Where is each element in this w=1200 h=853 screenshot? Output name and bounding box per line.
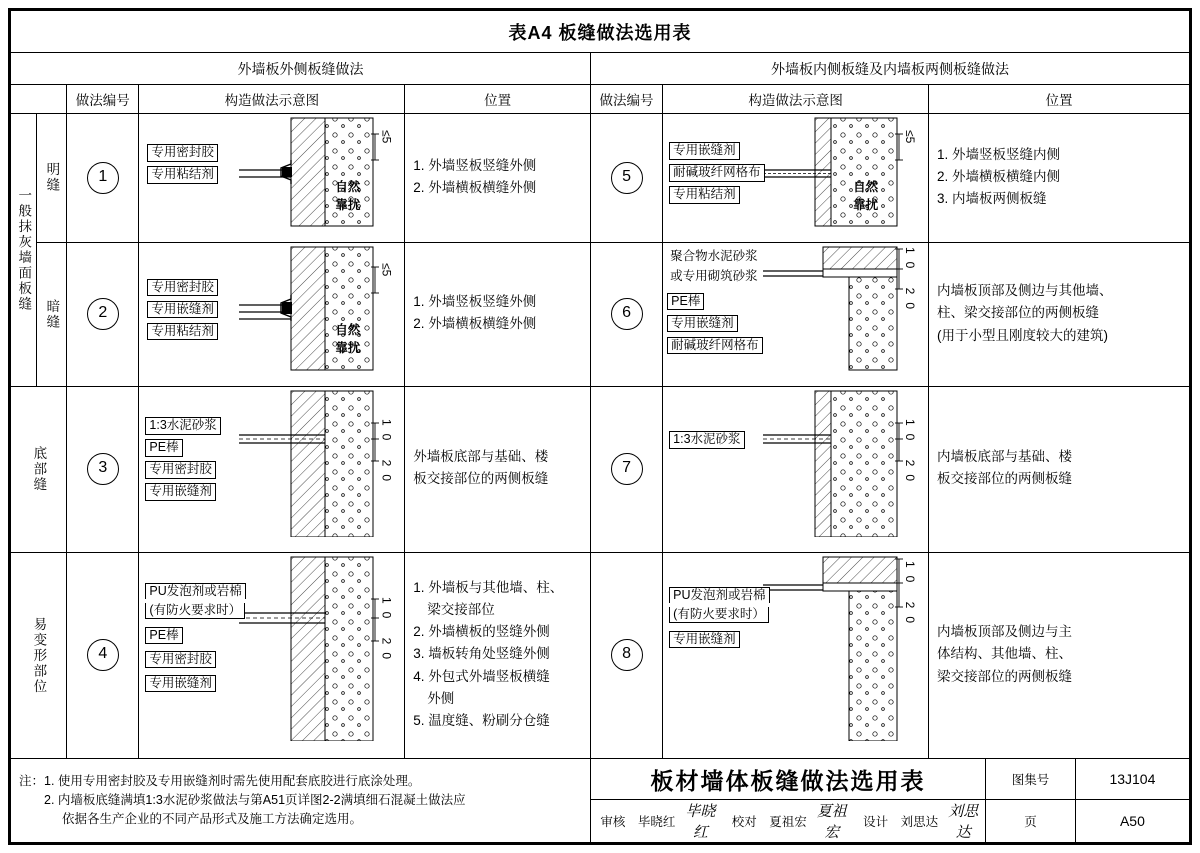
row2-position-left: 1. 外墙竖板竖缝外侧 2. 外墙横板横缝外侧 — [405, 242, 591, 387]
row2-number-left: 2 — [67, 242, 139, 387]
row3-diagram-right — [663, 387, 929, 552]
col-header-diagram-left: 构造做法示意图 — [139, 84, 405, 113]
col-header-no-right: 做法编号 — [590, 84, 662, 113]
row3-right-dim: 10 20 — [903, 419, 918, 490]
row1-left-extra-2: 靠扰 — [335, 198, 361, 213]
atlas-value: 13J104 — [1075, 759, 1189, 799]
row1-number-right: 5 — [590, 114, 662, 242]
check-name: 夏祖宏 — [769, 815, 807, 829]
review-signature: 毕晓红 — [685, 804, 716, 841]
row4-right-label-3: 专用嵌缝剂 — [669, 631, 740, 649]
notes-head: 注： — [19, 774, 45, 789]
row4-right-label-2: (有防火要求时） — [669, 607, 769, 624]
row4-left-label-4: 专用密封胶 — [145, 651, 216, 669]
page-label: 页 — [986, 800, 1076, 843]
row2-left-dim: ≤5 — [379, 262, 394, 276]
col-header-no-left: 做法编号 — [67, 84, 139, 113]
row1-left-label-1: 专用密封胶 — [147, 144, 218, 162]
footer-block — [590, 759, 1189, 843]
row-label-open-joint: 明缝 — [37, 114, 67, 242]
row4-right-dim: 10 20 — [903, 560, 918, 631]
row2-diagram-right — [663, 242, 929, 387]
footer-title: 板材墙体板缝做法选用表 — [591, 759, 986, 799]
row4-right-label-1: PU发泡剂或岩棉 — [669, 587, 769, 604]
review-label: 审核 — [600, 815, 626, 829]
row3-left-label-3: 专用密封胶 — [145, 461, 216, 479]
col-header-position-left: 位置 — [405, 84, 591, 113]
design-signature: 刘思达 — [948, 804, 979, 841]
row2-left-label-2: 专用嵌缝剂 — [147, 301, 218, 319]
notes-block — [11, 759, 591, 843]
row-label-header — [11, 84, 67, 113]
row4-left-dim: 10 20 — [379, 596, 394, 667]
row2-right-label-5: 耐碱玻纤网格布 — [667, 337, 763, 355]
row1-left-dim: ≤5 — [379, 130, 394, 144]
row3-left-label-2: PE棒 — [145, 439, 182, 457]
main-table — [10, 10, 1190, 843]
note-item-3: 依据各生产企业的不同产品形式及施工方法确定选用。 — [62, 811, 363, 826]
page-border — [8, 8, 1192, 845]
row4-number-left: 4 — [67, 552, 139, 759]
row2-left-extra-1: 自然 — [335, 322, 361, 337]
row1-right-extra-2: 靠扰 — [853, 198, 879, 213]
group-header-right: 外墙板内侧板缝及内墙板两侧板缝做法 — [590, 53, 1189, 85]
row3-position-left: 外墙板底部与基础、楼 板交接部位的两侧板缝 — [405, 387, 591, 552]
row2-number-right: 6 — [590, 242, 662, 387]
note-item-1: 1. 使用专用密封胶及专用嵌缝剂时需先使用配套底胶进行底涂处理。 — [44, 774, 421, 789]
row2-right-label-3: PE棒 — [667, 293, 704, 311]
row2-diagram-left — [139, 242, 405, 387]
row1-right-dim: ≤5 — [903, 130, 918, 144]
row2-left-label-3: 专用粘结剂 — [147, 323, 218, 341]
row4-left-label-5: 专用嵌缝剂 — [145, 675, 216, 693]
rowgroup-label-general: 一般抹灰墙面板缝 — [11, 114, 37, 387]
row4-position-left: 1. 外墙板与其他墙、柱、 梁交接部位 2. 外墙横板的竖缝外侧 3. 墙板转角处竖缝外侧 4. 外包式外墙竖板横缝 外侧 5. 温度缝、粉刷分仓缝 — [405, 552, 591, 759]
row1-left-label-2: 专用粘结剂 — [147, 166, 218, 184]
design-label: 设计 — [863, 815, 889, 829]
row2-left-label-1: 专用密封胶 — [147, 279, 218, 297]
row1-right-label-2: 耐碱玻纤网格布 — [669, 164, 765, 182]
signature-row — [591, 800, 986, 843]
row4-diagram-left — [139, 552, 405, 759]
row1-position-right: 1. 外墙竖板竖缝内侧 2. 外墙横板横缝内侧 3. 内墙板两侧板缝 — [929, 114, 1190, 242]
row1-diagram-right — [663, 114, 929, 242]
row1-diagram-left — [139, 114, 405, 242]
page-value: A50 — [1119, 813, 1145, 829]
row-label-deform-joint: 易变形部位 — [11, 552, 67, 759]
row3-position-right: 内墙板底部与基础、楼 板交接部位的两侧板缝 — [929, 387, 1190, 552]
row4-diagram-right — [663, 552, 929, 759]
row4-left-label-2: (有防火要求时） — [145, 603, 245, 620]
row1-right-label-1: 专用嵌缝剂 — [669, 142, 740, 160]
row3-left-label-1: 1:3水泥砂浆 — [145, 417, 220, 435]
row1-right-label-3: 专用粘结剂 — [669, 186, 740, 204]
row-label-hidden-joint: 暗缝 — [37, 242, 67, 387]
row4-position-right: 内墙板顶部及侧边与主 体结构、其他墙、柱、 梁交接部位的两侧板缝 — [929, 552, 1190, 759]
row4-number-right: 8 — [590, 552, 662, 759]
col-header-diagram-right: 构造做法示意图 — [663, 84, 929, 113]
row4-left-label-3: PE棒 — [145, 627, 182, 645]
note-item-2: 2. 内墙板底缝满填1:3水泥砂浆做法与第A51页详图2-2满填细石混凝土做法应 — [44, 793, 466, 808]
row3-left-dim: 10 20 — [379, 419, 394, 490]
row4-left-label-1: PU发泡剂或岩棉 — [145, 583, 245, 600]
row3-left-label-4: 专用嵌缝剂 — [145, 483, 216, 501]
row3-number-right: 7 — [590, 387, 662, 552]
design-name: 刘思达 — [900, 815, 939, 829]
review-name: 毕晓红 — [637, 815, 676, 829]
row1-position-left: 1. 外墙竖板竖缝外侧 2. 外墙横板横缝外侧 — [405, 114, 591, 242]
row2-right-dim: 10 20 — [903, 246, 918, 317]
row-label-bottom-joint: 底部缝 — [11, 387, 67, 552]
row3-number-left: 3 — [67, 387, 139, 552]
check-label: 校对 — [731, 815, 757, 829]
check-signature: 夏祖宏 — [816, 804, 847, 841]
row1-right-extra-1: 自然 — [853, 180, 879, 195]
row2-left-extra-2: 靠扰 — [335, 340, 361, 355]
atlas-label: 图集号 — [986, 759, 1076, 799]
group-header-left: 外墙板外侧板缝做法 — [11, 53, 591, 85]
row2-right-label-1: 聚合物水泥砂浆 — [667, 249, 761, 265]
page-title: 表A4 板缝做法选用表 — [11, 11, 1190, 53]
row2-position-right: 内墙板顶部及侧边与其他墙、 柱、梁交接部位的两侧板缝 (用于小型且刚度较大的建筑) — [929, 242, 1190, 387]
row3-right-label-1: 1:3水泥砂浆 — [669, 431, 744, 449]
row3-diagram-left — [139, 387, 405, 552]
row1-number-left: 1 — [67, 114, 139, 242]
col-header-position-right: 位置 — [929, 84, 1190, 113]
row1-left-extra-1: 自然 — [335, 180, 361, 195]
row2-right-label-2: 或专用砌筑砂浆 — [667, 269, 761, 285]
row2-right-label-4: 专用嵌缝剂 — [667, 315, 738, 333]
